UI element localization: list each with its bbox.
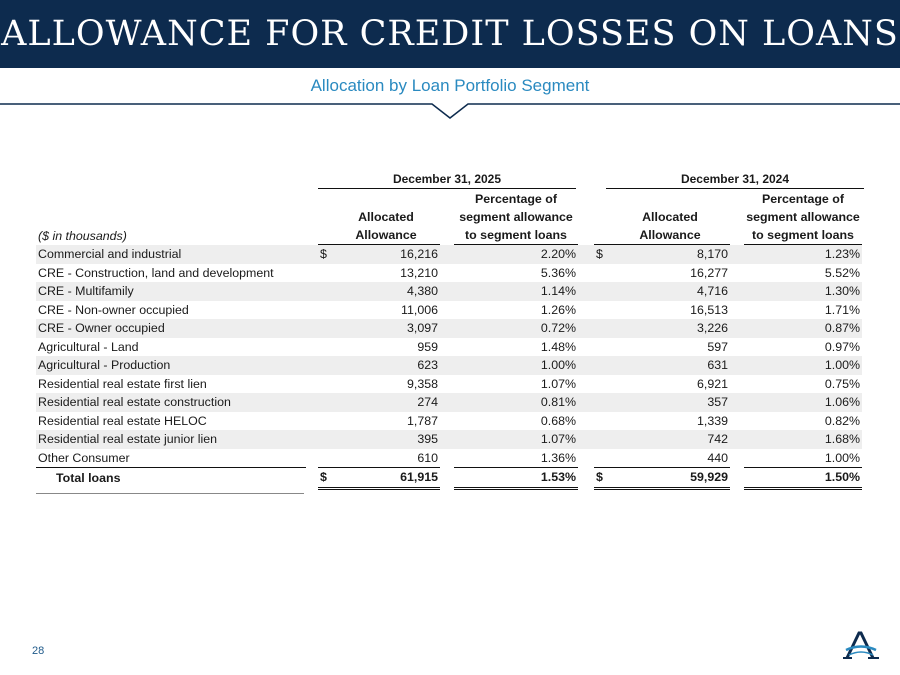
alloc-2025-value: 9,358	[406, 376, 438, 391]
currency-symbol	[318, 319, 332, 338]
pct-2024-value: 0.97%	[824, 339, 860, 354]
pct-2025-value: 1.07%	[540, 376, 576, 391]
alloc-2024-value: 742	[610, 430, 730, 449]
pct-2025-value: 0.72%	[454, 319, 578, 338]
currency-symbol	[594, 356, 610, 375]
table-row	[36, 430, 862, 449]
alloc-2025-value: 4,380	[332, 282, 440, 301]
segment-label: Residential real estate junior lien	[36, 430, 306, 449]
alloc-2024-value: 357	[610, 393, 730, 412]
segment-label: Agricultural - Production	[36, 356, 306, 375]
table-row	[36, 412, 862, 431]
currency-symbol	[594, 375, 610, 394]
subtitle-divider	[0, 98, 900, 122]
alloc-2024-value: 3,226	[610, 319, 730, 338]
total-pct-2025: 1.53%	[454, 468, 578, 489]
pct-2024-value: 0.75%	[824, 376, 860, 391]
pct-2025-value: 1.36%	[540, 450, 576, 465]
alloc-2025-value: 274	[332, 393, 440, 412]
alloc-2024-value: 8,170	[610, 245, 730, 264]
alloc-2025-value: 3,097	[332, 319, 440, 338]
segment-label: Agricultural - Land	[38, 339, 139, 354]
segment-label: Residential real estate construction	[36, 393, 306, 412]
currency-symbol	[594, 264, 610, 283]
pct-2025-value: 1.48%	[540, 339, 576, 354]
currency-symbol	[318, 338, 332, 357]
total-alloc-2024: 59,929	[610, 468, 730, 489]
table-row	[36, 356, 862, 375]
alloc-2024-value: 4,716	[610, 282, 730, 301]
currency-symbol: $	[318, 245, 332, 264]
segment-label: Commercial and industrial	[36, 245, 306, 264]
col-header-allocated-2024: Allocated Allowance	[610, 190, 730, 245]
period-header-2025: December 31, 2025	[318, 172, 576, 189]
pct-2024-value: 1.06%	[744, 393, 862, 412]
alloc-2024-value: 16,277	[690, 265, 728, 280]
currency-symbol	[594, 301, 610, 320]
alloc-2024-value: 631	[610, 356, 730, 375]
pct-2025-value: 1.26%	[540, 302, 576, 317]
company-logo-icon	[843, 630, 879, 664]
currency-symbol	[594, 319, 610, 338]
table-row	[36, 264, 862, 283]
pct-2024-value: 1.23%	[744, 245, 862, 264]
currency-symbol	[318, 449, 332, 468]
period-header-2024: December 31, 2024	[606, 172, 864, 189]
table-row	[36, 375, 862, 394]
pct-2025-value: 1.14%	[454, 282, 578, 301]
pct-2024-value: 1.71%	[824, 302, 860, 317]
pct-2024-value: 5.52%	[824, 265, 860, 280]
pct-2025-value: 0.68%	[540, 413, 576, 428]
col-header-percentage-2025: Percentage of segment allowance to segment loans	[454, 190, 578, 245]
segment-label: CRE - Construction, land and development	[38, 265, 274, 280]
alloc-2025-value: 16,216	[332, 245, 440, 264]
alloc-2024-value: 440	[707, 450, 728, 465]
table-row	[36, 393, 862, 412]
currency-symbol	[594, 412, 610, 431]
currency-symbol	[318, 430, 332, 449]
total-label: Total loans	[36, 468, 306, 489]
total-pct-2024: 1.50%	[744, 468, 862, 489]
pct-2024-value: 0.87%	[744, 319, 862, 338]
currency-symbol	[318, 393, 332, 412]
alloc-2024-value: 16,513	[690, 302, 728, 317]
page-subtitle: Allocation by Loan Portfolio Segment	[310, 76, 590, 95]
units-label: ($ in thousands)	[38, 228, 127, 243]
table-header-row	[36, 190, 862, 245]
table-footer-rule	[36, 493, 304, 494]
currency-symbol: $	[594, 245, 610, 264]
currency-symbol	[594, 393, 610, 412]
currency-symbol	[318, 264, 332, 283]
table-row	[36, 245, 862, 264]
allowance-table	[36, 190, 862, 490]
segment-label: Residential real estate HELOC	[38, 413, 207, 428]
pct-2024-value: 1.00%	[824, 450, 860, 465]
currency-symbol	[594, 338, 610, 357]
table-row	[36, 282, 862, 301]
pct-2025-value: 1.07%	[454, 430, 578, 449]
currency-symbol: $	[594, 468, 610, 489]
pct-2025-value: 5.36%	[540, 265, 576, 280]
currency-symbol	[318, 412, 332, 431]
table-row	[36, 449, 862, 468]
segment-label: CRE - Non-owner occupied	[38, 302, 189, 317]
table-row	[36, 319, 862, 338]
pct-2025-value: 0.81%	[454, 393, 578, 412]
total-alloc-2025: 61,915	[332, 468, 440, 489]
total-row	[36, 468, 862, 489]
currency-symbol	[318, 356, 332, 375]
alloc-2025-value: 1,787	[406, 413, 438, 428]
currency-symbol: $	[318, 468, 332, 489]
page-number: 28	[32, 645, 45, 657]
pct-2025-value: 2.20%	[454, 245, 578, 264]
alloc-2024-value: 6,921	[696, 376, 728, 391]
alloc-2024-value: 1,339	[696, 413, 728, 428]
alloc-2024-value: 597	[707, 339, 728, 354]
segment-label: CRE - Multifamily	[36, 282, 306, 301]
currency-symbol	[594, 282, 610, 301]
alloc-2025-value: 623	[332, 356, 440, 375]
alloc-2025-value: 11,006	[401, 302, 438, 317]
alloc-2025-value: 13,210	[400, 265, 438, 280]
currency-symbol	[594, 430, 610, 449]
table-row	[36, 338, 862, 357]
alloc-2025-value: 395	[332, 430, 440, 449]
pct-2024-value: 1.30%	[744, 282, 862, 301]
col-header-percentage-2024: Percentage of segment allowance to segment loans	[744, 190, 862, 245]
pct-2024-value: 0.82%	[824, 413, 860, 428]
page-title: ALLOWANCE FOR CREDIT LOSSES ON LOANS	[1, 14, 899, 54]
page-title-banner	[0, 0, 900, 68]
currency-symbol	[318, 301, 332, 320]
pct-2024-value: 1.68%	[744, 430, 862, 449]
segment-label: Residential real estate first lien	[38, 376, 207, 391]
currency-symbol	[594, 449, 610, 468]
table-row	[36, 301, 862, 320]
pct-2025-value: 1.00%	[454, 356, 578, 375]
segment-label: CRE - Owner occupied	[36, 319, 306, 338]
segment-label: Other Consumer	[38, 450, 130, 465]
pct-2024-value: 1.00%	[744, 356, 862, 375]
currency-symbol	[318, 282, 332, 301]
alloc-2025-value: 959	[417, 339, 438, 354]
col-header-allocated-2025: Allocated Allowance	[332, 190, 440, 245]
alloc-2025-value: 610	[417, 450, 438, 465]
currency-symbol	[318, 375, 332, 394]
